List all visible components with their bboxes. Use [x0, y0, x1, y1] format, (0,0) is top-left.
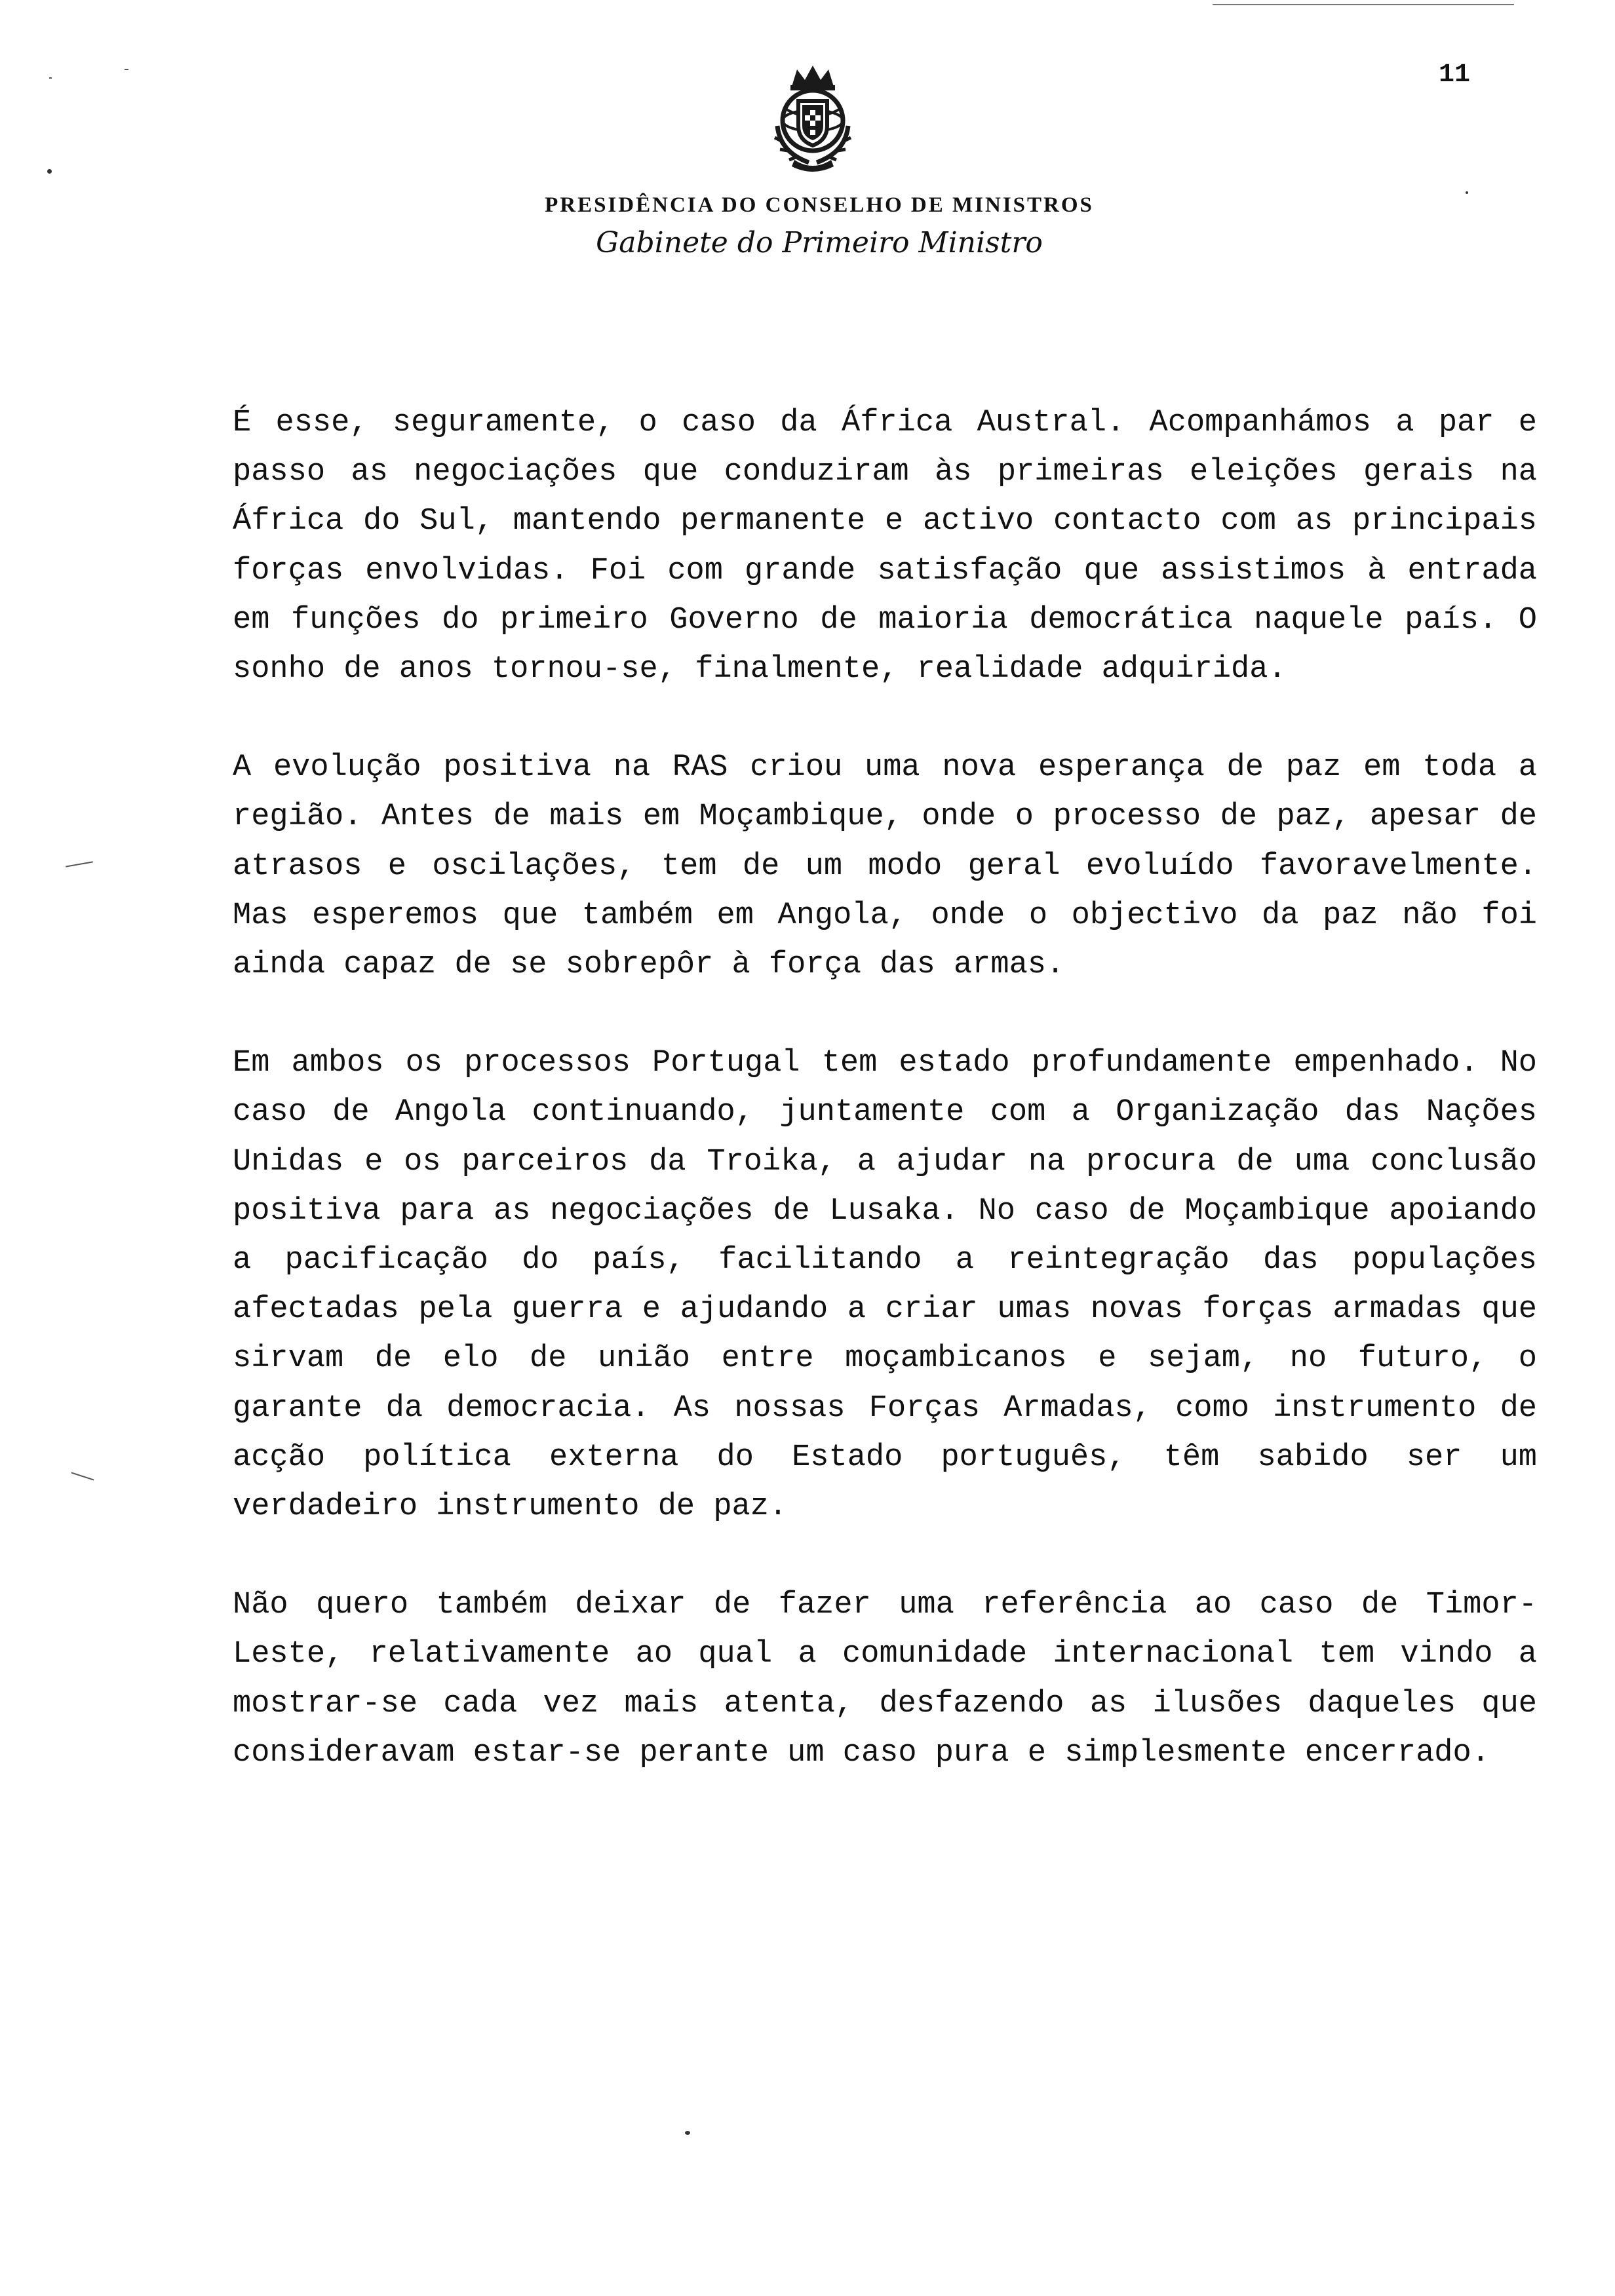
document-body	[233, 398, 1537, 1827]
paragraph-southern-africa: É esse, seguramente, o caso da África Austral. Acompanhámos a par e passo as negociações que conduziram às primeiras eleições gerais na África do Sul, mantendo permanente e activo contacto com as principais forças envolvidas. Foi com grande satisfação que assistimos à entrada em funções do primeiro Governo de maioria democrática naquele país. O sonho de anos tornou-se, finalmente, realidade adquirida.	[233, 406, 1537, 687]
portuguese-coat-of-arms-icon	[760, 60, 865, 172]
paragraph-east-timor: Não quero também deixar de fazer uma referência ao caso de Timor-Leste, relativamente ao qual a comunidade internacional tem vindo a mostrar-se cada vez mais atenta, desfazendo as ilusões daqueles que consideravam estar-se perante um caso pura e simplesmente encerrado.	[233, 1588, 1537, 1770]
margin-mark	[49, 77, 52, 79]
margin-dot	[47, 169, 52, 174]
margin-mark	[125, 69, 128, 70]
margin-dot	[685, 2131, 690, 2135]
margin-dot	[1466, 191, 1468, 194]
paragraph-peace-region: A evolução positiva na RAS criou uma nova esperança de paz em toda a região. Antes de mais em Moçambique, onde o processo de paz, apesar de atrasos e oscilações, tem de um modo geral evoluído favoravelmente. Mas esperemos que também em Angola, onde o objectivo da paz não foi ainda capaz de se sobrepôr à força das armas.	[233, 750, 1537, 983]
cabinet-subtitle: Gabinete do Primeiro Ministro	[596, 226, 1043, 259]
paragraph-portugal-engagement: Em ambos os processos Portugal tem estado profundamente empenhado. No caso de Angola continuando, juntamente com a Organização das Nações Unidas e os parceiros da Troika, a ajudar na procura de uma conclusão positiva para as negociações de Lusaka. No caso de Moçambique apoiando a pacificação do país, facilitando a reintegração das populações afectadas pela guerra e ajudando a criar umas novas forças armadas que sirvam de elo de união entre moçambicanos e sejam, no futuro, o garante da democracia. As nossas Forças Armadas, como instrumento de acção política externa do Estado português, têm sabido ser um verdadeiro instrumento de paz.	[233, 1046, 1537, 1525]
margin-mark	[71, 1472, 94, 1480]
page-number: 11	[1439, 60, 1471, 90]
margin-mark	[66, 861, 93, 867]
scan-artifact-line	[1213, 4, 1514, 5]
ministry-title: PRESIDÊNCIA DO CONSELHO DE MINISTROS	[545, 193, 1094, 217]
